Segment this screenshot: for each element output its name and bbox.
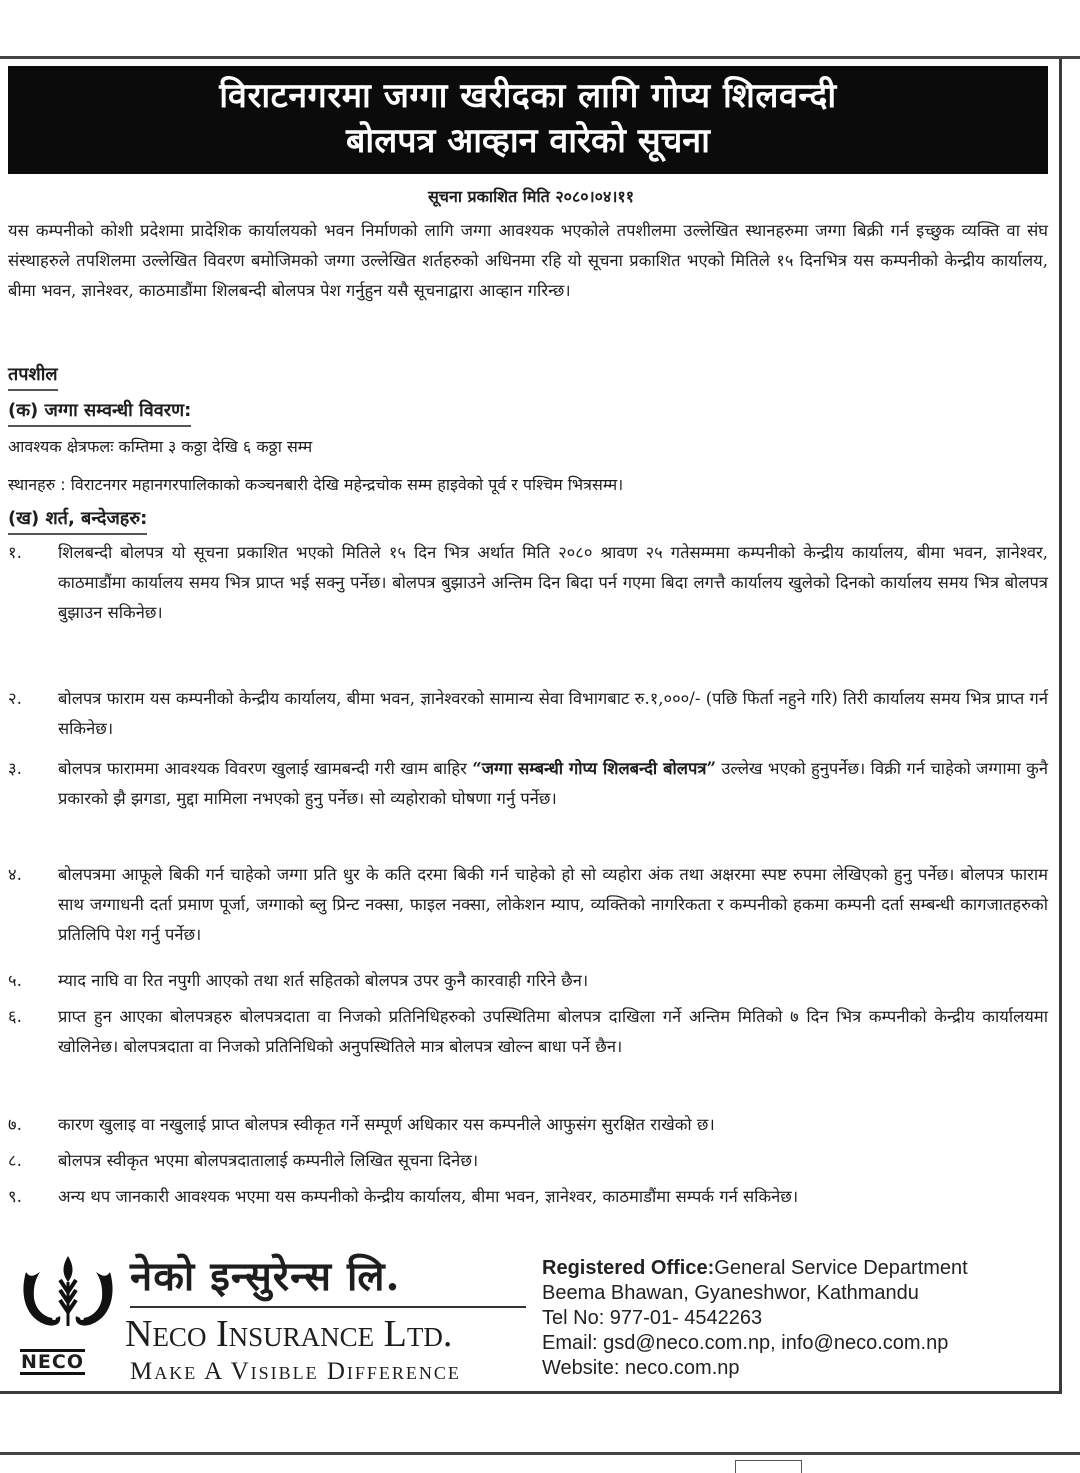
notice-title-line1: विराटनगरमा जग्गा खरीदका लागि गोप्य शिलवन्दी [219,76,837,116]
condition-number: ८. [8,1151,22,1170]
condition-text: अन्य थप जानकारी आवश्यक भएमा यस कम्पनीको केन्द्रीय कार्यालय, बीमा भवन, ज्ञानेश्वर, काठमाडौंमा सम्पर्क गर्न सकिनेछ। [58,1187,799,1206]
brand-divider [130,1306,526,1308]
condition-text-part: उल्लेख भएको हुनुपर्नेछ। विक्री गर्न चाहेको जग्गामा कुनै प्रकारको झै झगडा, मुद्दा मामिला नभएको हुनु पर्नेछ। सो व्यहोराको घोषणा गर्नु पर्नेछ। [58,759,1048,808]
condition-text: बोलपत्र स्वीकृत भएमा बोलपत्रदातालाई कम्पनीले लिखित सूचना दिनेछ। [58,1151,479,1170]
condition-item [8,860,1048,950]
condition-number: १. [8,543,22,562]
published-date: सूचना प्रकाशित मिति २०८०।०४।११ [427,187,635,206]
office-address: Beema Bhawan, Gyaneshwor, Kathmandu [542,1282,919,1304]
condition-text: कारण खुलाइ वा नखुलाई प्राप्त बोलपत्र स्वीकृत गर्ने सम्पूर्ण अधिकार यस कम्पनीले आफुसंग सुरक्षित राखेको छ। [58,1115,715,1134]
company-tagline: Make A Visible Difference [130,1358,461,1385]
condition-item [8,1182,1048,1212]
envelope-label: “जग्गा सम्बन्धी गोप्य शिलबन्दी बोलपत्र” [472,759,716,778]
required-area: आवश्यक क्षेत्रफलः कम्तिमा ३ कठ्ठा देखि ६ कठ्ठा सम्म [8,437,313,456]
condition-number: ५. [8,971,22,990]
notice-title-line2: बोलपत्र आव्हान वारेको सूचना [346,121,710,161]
registered-office [542,1256,968,1281]
bottom-border [0,1452,1080,1455]
notice-title-banner [8,66,1048,174]
condition-item [8,1146,1048,1176]
locations: स्थानहरु : विराटनगर महानगरपालिकाको कञ्चनबारी देखि महेन्द्रचोक सम्म हाइवेको पूर्व र पश्चिम भित्रसम्म। [8,475,624,494]
condition-item [8,538,1048,628]
condition-text: बोलपत्र फाराम यस कम्पनीको केन्द्रीय कार्यालय, बीमा भवन, ज्ञानेश्वरको सामान्य सेवा विभागबाट रु.१,०००/- (पछि फिर्ता नहुने गरि) तिरी कार्यालय समय भित्र प्राप्त गर्न सकिनेछ। [58,689,1048,738]
condition-number: ३. [8,759,22,778]
schedule-heading: तपशील [8,362,58,391]
neco-logo-icon [18,1252,118,1332]
neco-logo-text: NECO [21,1351,84,1373]
condition-text-part: बोलपत्र फाराममा आवश्यक विवरण खुलाई खामबन्दी गरी खाम बाहिर [58,759,473,778]
condition-item [8,684,1048,744]
telephone: Tel No: 977-01- 4542263 [542,1307,763,1329]
condition-item [8,1110,1048,1140]
condition-number: ६. [8,1007,22,1026]
contact-block [542,1256,968,1381]
intro-paragraph: यस कम्पनीको कोशी प्रदेशमा प्रादेशिक कार्यालयको भवन निर्माणको लागि जग्गा आवश्यक भएकोले तपशीलमा उल्लेखित स्थानहरुमा जग्गा बिक्री गर्न इच्छुक व्यक्ति वा संघ संस्थाहरुले तपशिलमा उल्लेखित विवरण बमोजिमको जग्गा उल्लेखित शर्तहरुको अधिनमा रहि यो सूचना प्रकाशित भएको मितिले १५ दिनभित्र यस कम्पनीको केन्द्रीय कार्यालय, बीमा भवन, ज्ञानेश्वर, काठमाडौंमा शिलबन्दी बोलपत्र पेश गर्नुहुन यसै सूचनाद्वारा आव्हान गरिन्छ। [8,221,1048,300]
section-a-heading: (क) जग्गा सम्वन्धी विवरण: [8,398,191,427]
condition-item [8,1002,1048,1062]
condition-item [8,754,1048,814]
condition-number: ९. [8,1187,22,1206]
registered-office-label: Registered Office: [542,1257,715,1279]
condition-number: ७. [8,1115,22,1134]
next-ad-box-edge [735,1460,802,1473]
condition-number: ४. [8,865,22,884]
section-b-heading: (ख) शर्त, बन्देजहरु: [8,506,147,535]
condition-item [8,966,1048,996]
condition-text [58,754,1048,814]
company-name-nepali: नेको इन्सुरेन्स लि. [130,1253,401,1300]
condition-number: २. [8,689,22,708]
condition-text: म्याद नाघि वा रित नपुगी आएको तथा शर्त सहितको बोलपत्र उपर कुनै कारवाही गरिने छैन। [58,971,589,990]
website: Website: neco.com.np [542,1357,740,1379]
condition-text: शिलबन्दी बोलपत्र यो सूचना प्रकाशित भएको मितिले १५ दिन भित्र अर्थात मिति २०८० श्रावण २५ गतेसम्ममा कम्पनीको केन्द्रीय कार्यालय, बीमा भवन, ज्ञानेश्वर, काठमाडौंमा कार्यालय समय भित्र प्राप्त भई सक्नु पर्नेछ। बोलपत्र बुझाउने अन्तिम दिन बिदा पर्न गएमा बिदा लगत्तै कार्यालय खुलेको दिनको कार्यालय समय भित्र बोलपत्र बुझाउन सकिनेछ। [58,543,1048,622]
registered-office-value: General Service Department [714,1257,968,1279]
condition-text: बोलपत्रमा आफूले बिकी गर्न चाहेको जग्गा प्रति धुर के कति दरमा बिकी गर्न चाहेको हो सो व्यहोरा अंक तथा अक्षरमा स्पष्ट रुपमा लेखिएको हुनु पर्नेछ। बोलपत्र फाराम साथ जग्गाधनी दर्ता प्रमाण पूर्जा, जग्गाको ब्लु प्रिन्ट नक्सा, फाइल नक्सा, लोकेशन म्याप, व्यक्तिको नागरिकता र कम्पनीको हकमा कम्पनी दर्ता सम्बन्धी कागजातहरुको प्रतिलिपि पेश गर्नु पर्नेछ। [58,865,1048,944]
condition-text: प्राप्त हुन आएका बोलपत्रहरु बोलपत्रदाता वा निजको प्रतिनिधिहरुको उपस्थितिमा बोलपत्र दाखिला गर्ने अन्तिम मितिको ७ दिन भित्र कम्पनीको केन्द्रीय कार्यालयमा खोलिनेछ। बोलपत्रदाता वा निजको प्रतिनिधिको अनुपस्थितिले मात्र बोलपत्र खोल्न बाधा पर्ने छैन। [58,1007,1048,1056]
email: Email: gsd@neco.com.np, info@neco.com.np [542,1332,949,1354]
company-name-english: Neco Insurance Ltd. [125,1313,453,1355]
